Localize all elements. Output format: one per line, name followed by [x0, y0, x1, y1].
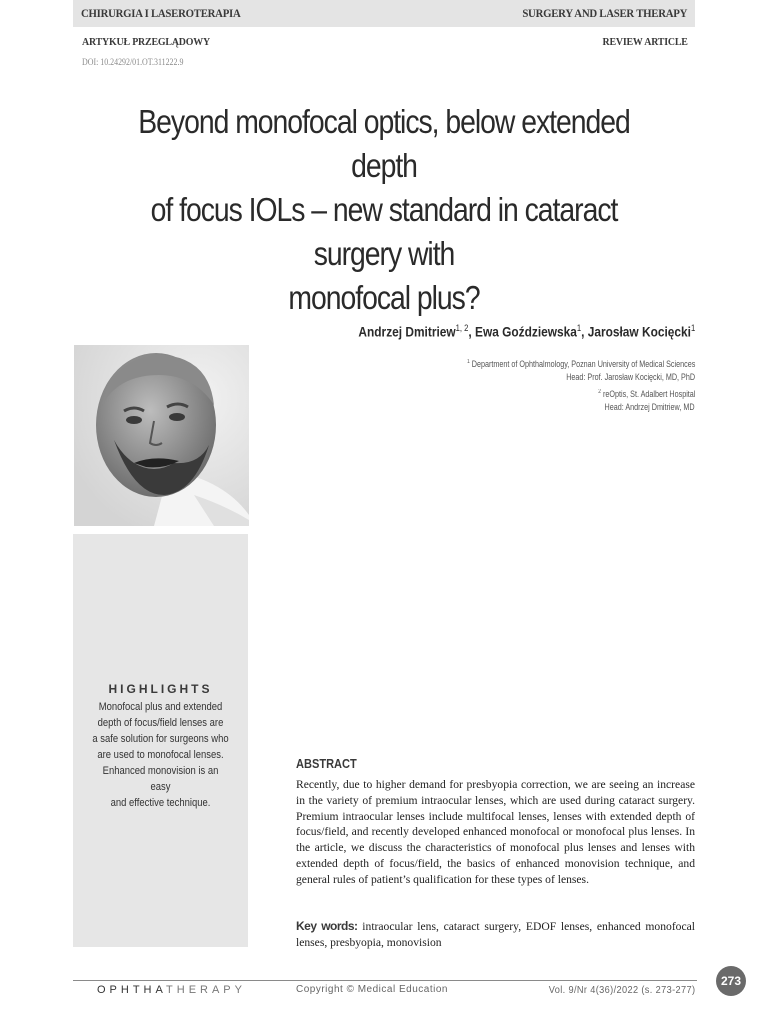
highlights-line: and effective technique.: [110, 797, 211, 809]
author-affiliation-ref: 1: [576, 323, 581, 333]
author-affiliation-ref: 1, 2: [455, 323, 469, 333]
page-number-badge: 273: [716, 966, 746, 996]
volume-info: Vol. 9/Nr 4(36)/2022 (s. 273-277): [548, 985, 695, 996]
highlights-line: are used to monofocal lenses.: [97, 749, 224, 761]
journal-brand: [97, 984, 246, 996]
affiliation-2-head: Head: Andrzej Dmitriew, MD: [604, 402, 695, 412]
highlights-text: [92, 699, 229, 811]
article-title: [123, 100, 646, 320]
affiliation-1: [467, 359, 695, 369]
affiliation-institution: Department of Ophthalmology, Poznan University of Medical Sciences: [471, 359, 695, 369]
author-portrait: [74, 345, 249, 526]
title-line: monofocal plus?: [288, 279, 480, 316]
affiliation-1-head: Head: Prof. Jarosław Kocięcki, MD, PhD: [566, 372, 695, 382]
highlights-box: [73, 534, 248, 947]
running-header: [73, 0, 695, 27]
highlights-line: a safe solution for surgeons who: [92, 733, 229, 745]
author-name: Ewa Goździewska: [474, 323, 577, 340]
author-list: Andrzej Dmitriew$^{1, 2}$, Ewa Goździewska$^1$, Jarosław Kocięcki$^1$: [358, 323, 695, 340]
brand-part-1: OPHTHA: [97, 984, 167, 996]
brand-part-2: THERAPY: [166, 984, 246, 996]
article-type-en: REVIEW ARTICLE: [602, 36, 688, 48]
doi: DOI: 10.24292/01.OT.311222.9: [82, 57, 184, 67]
journal-section-en: SURGERY AND LASER THERAPY: [522, 6, 687, 20]
title-line: of focus IOLs – new standard in cataract surgery with: [150, 191, 618, 272]
abstract-text: Recently, due to higher demand for presbyopia correction, we are seeing an increase in the variety of premium intraocular lenses, which are used during cataract surgery. Premium intraocular lenses include multifocal lenses, lenses with extended depth of focus/field, and recently developed enhanced monofocal or monofocal plus lenses. In the article, we discuss the characteristics of monofocal plus lenses and lenses with extended depth of focus/field, the basics of enhanced monovision technique, and general rules of patient’s qualification for these types of lenses.: [296, 778, 695, 886]
affiliation-institution: reOptis, St. Adalbert Hospital: [602, 389, 695, 399]
keywords-text: intraocular lens, cataract surgery, EDOF lenses, enhanced monofocal lenses, presbyopia, monovision: [296, 920, 695, 949]
affiliation-number: 2: [597, 389, 601, 395]
abstract-heading: ABSTRACT: [296, 756, 357, 771]
article-type-pl: ARTYKUŁ PRZEGLĄDOWY: [82, 36, 210, 48]
highlights-line: Monofocal plus and extended: [98, 701, 223, 713]
author-affiliation-ref: 1: [690, 323, 695, 333]
author-name: Jarosław Kocięcki: [587, 323, 691, 340]
highlights-line: depth of focus/field lenses are: [97, 717, 224, 729]
affiliation-number: 1: [466, 359, 470, 365]
highlights-line: Enhanced monovision is an easy: [102, 765, 219, 793]
portrait-photo-icon: [74, 345, 249, 526]
keywords-label: Key words:: [296, 919, 358, 933]
keywords: [296, 919, 695, 951]
author-name: Andrzej Dmitriew: [358, 323, 456, 340]
copyright: Copyright © Medical Education: [296, 984, 448, 995]
title-line: Beyond monofocal optics, below extended depth: [138, 103, 630, 184]
journal-section-pl: CHIRURGIA I LASEROTERAPIA: [81, 6, 241, 20]
affiliation-2: [598, 389, 695, 399]
highlights-title: HIGHLIGHTS: [108, 682, 213, 696]
footer-divider: [73, 980, 697, 981]
